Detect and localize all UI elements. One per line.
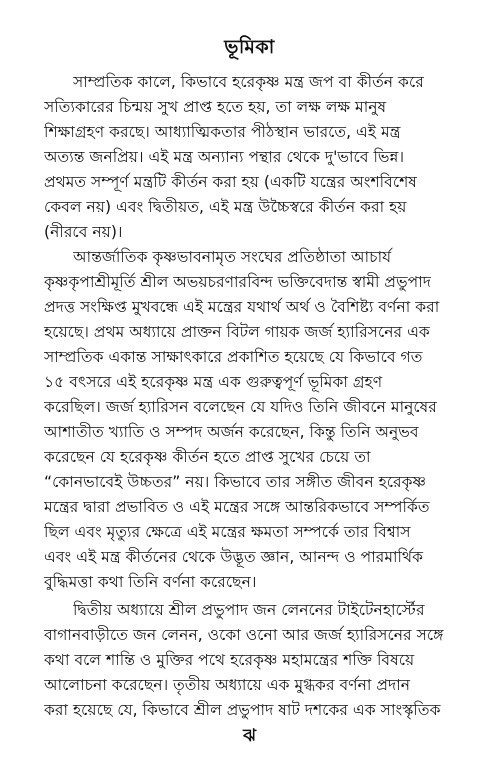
text-line: ১৫ বৎসরে এই হরেকৃষ্ণ মন্ত্র এক গুরুত্বপূর্ণ ভূমিকা গ্রহণ [44,373,383,391]
text-line: মন্ত্রের দ্বারা প্রভাবিত ও এই মন্ত্রের সঙ্গে আন্তরিকভাবে সম্পর্কিত [44,498,430,516]
text-line: কেবল নয়) এবং দ্বিতীয়ত, এই মন্ত্র উচ্চৈস্বরে কীর্তন করা হয় [44,198,407,216]
text-line: দ্বিতীয় অধ্যায়ে শ্রীল প্রভুপাদ জন লেননের টাইটেনহার্স্টের [73,601,425,619]
text-line: অত্যন্ত জনপ্রিয়। এই মন্ত্র অন্যান্য পন্থার থেকে দু'ভাবে ভিন্ন। [44,148,405,166]
text-line: করেছিল। জর্জ হ্যারিসন বলেছেন যে যদিও তিনি জীবনে মানুষের [44,398,437,416]
text-line: বাগানবাড়ীতে জন লেনন, ওকো ওনো আর জর্জ হ্যারিসনের সঙ্গে [44,626,444,644]
text-line: কৃষ্ণকৃপাশ্রীমূর্তি শ্রীল অভয়চরণারবিন্দ ভক্তিবেদান্ত স্বামী প্রভুপাদ [44,273,431,291]
text-line: (নীরবে নয়)। [44,223,123,241]
page-title: ভূমিকা [224,36,275,58]
text-line: শিক্ষাগ্রহণ করছে। আধ্যাত্মিকতার পীঠস্থান ভারতে, এই মন্ত্র [44,123,401,141]
text-line: কথা বলে শান্তি ও মুক্তির পথে হরেকৃষ্ণ মহামন্ত্রের শক্তি বিষয়ে [44,651,415,669]
text-line: সাম্প্রতিক কালে, কিভাবে হরেকৃষ্ণ মন্ত্র জপ বা কীর্তন করে [73,73,424,91]
text-line: বুদ্ধিমত্তা কথা তিনি বর্ণনা করেছেন। [44,573,257,591]
page-number: ঝ [243,726,256,746]
text-line: করেছেন যে হরেকৃষ্ণ কীর্তন হতে প্রাপ্ত সুখের চেয়ে তা [44,448,371,466]
text-line: আন্তর্জাতিক কৃষ্ণভাবনামৃত সংঘের প্রতিষ্ঠাতা আচার্য [73,248,392,266]
text-line: সাম্প্রতিক একান্ত সাক্ষাৎকারে প্রকাশিত হয়েছে যে কিভাবে গত [44,348,423,366]
text-line: আলোচনা করেছেন। তৃতীয় অধ্যায়ে এক মুগ্ধকর বর্ণনা প্রদান [44,676,411,694]
text-line: প্রদত্ত সংক্ষিপ্ত মুখবন্ধে এই মন্ত্রের যথার্থ অর্থ ও বৈশিষ্ট্য বর্ণনা করা [44,298,440,316]
text-line: ছিল এবং মৃত্যুর ক্ষেত্রে এই মন্ত্রের ক্ষমতা সম্পর্কে তার বিশ্বাস [44,523,411,541]
text-line: করা হয়েছে যে, কিভাবে শ্রীল প্রভুপাদ ষাট দশকের এক সাংস্কৃতিক [44,701,441,719]
text-line: প্রথমত সম্পূর্ণ মন্ত্রটি কীর্তন করা হয় (একটি যন্ত্রের অংশবিশেষ [44,173,417,191]
text-line: হয়েছে। প্রথম অধ্যায়ে প্রাক্তন বিটল গায়ক জর্জ হ্যারিসনের এক [44,323,430,341]
text-line: “কোনভাবেই উচ্চতর” নয়। কিভাবে তার সঙ্গীত জীবন হরেকৃষ্ণ [44,473,427,491]
text-line: এবং এই মন্ত্র কীর্তনের থেকে উদ্ভূত জ্ঞান, আনন্দ ও পারমার্থিক [44,548,424,566]
text-line: আশাতীত খ্যাতি ও সম্পদ অর্জন করেছেন, কিন্তু তিনি অনুভব [44,423,419,441]
text-line: সত্যিকারের চিন্ময় সুখ প্রাপ্ত হতে হয়, তা লক্ষ লক্ষ মানুষ [44,98,387,116]
